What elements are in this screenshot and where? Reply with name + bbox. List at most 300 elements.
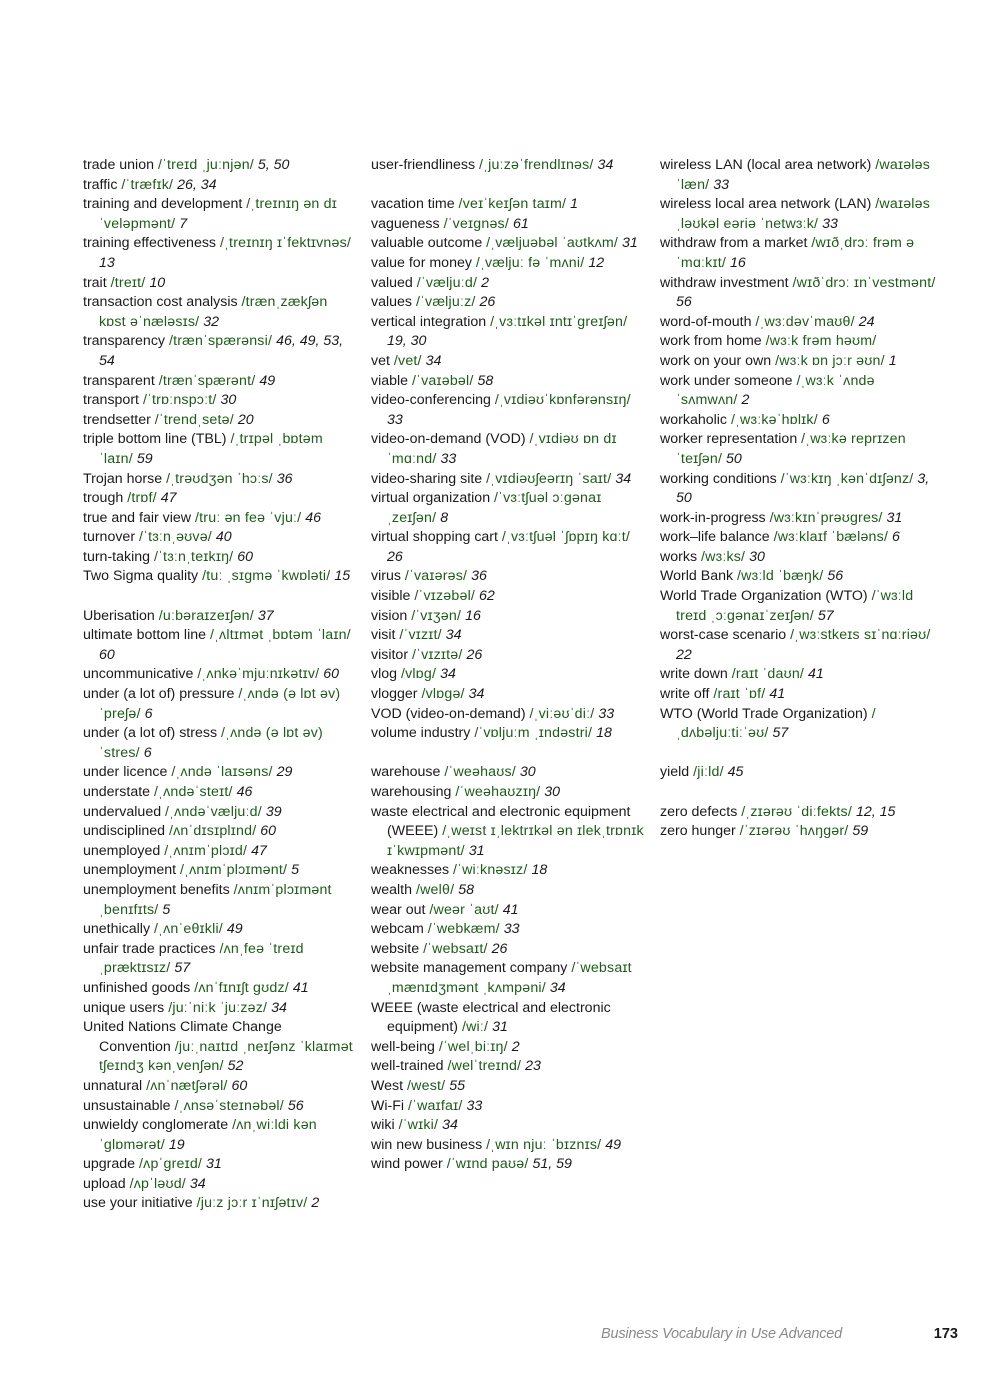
- entry-term: undisciplined: [83, 823, 166, 840]
- entry-unit-numbers: 49: [259, 372, 276, 389]
- entry-unit-numbers: 33: [387, 411, 403, 428]
- entry-pronunciation: /ˈtrɒːnspɔːt/: [142, 392, 217, 409]
- index-entry: [371, 254, 646, 274]
- entry-unit-numbers: 49: [226, 921, 243, 938]
- entry-term: true and fair view: [83, 509, 192, 526]
- entry-unit-numbers: 5: [162, 901, 171, 918]
- entry-pronunciation: /ˈvɒljuːm ˌɪndəstri/: [474, 725, 593, 742]
- entry-pronunciation: /ˌʌndə (ə lɒt əv) ˈpreʃə/: [99, 686, 341, 722]
- entry-pronunciation: /ˌtreɪnɪŋ ɪˈfektɪvnəs/: [219, 235, 352, 252]
- index-entry: [83, 685, 353, 724]
- entry-unit-numbers: 58: [477, 372, 494, 389]
- entry-term: well-being: [371, 1038, 435, 1055]
- entry-unit-numbers: 32: [203, 313, 220, 330]
- index-entry: [83, 1194, 353, 1214]
- entry-term: transparent: [83, 372, 155, 389]
- entry-unit-numbers: 34: [442, 1117, 458, 1134]
- entry-pronunciation: /ˌwɜːk ˈʌndə ˈsʌmwʌn/: [676, 372, 875, 409]
- entry-unit-numbers: 45: [727, 764, 744, 781]
- entry-term: WEEE (waste electrical and electronic equipment): [371, 999, 611, 1036]
- entry-term: upgrade: [83, 1156, 136, 1173]
- index-entry: [83, 274, 353, 294]
- entry-term: withdraw from a market: [660, 235, 808, 252]
- index-entry: [371, 803, 646, 862]
- entry-term: work under someone: [660, 372, 793, 389]
- index-entry: [83, 470, 353, 490]
- entry-unit-numbers: 5, 50: [257, 157, 290, 173]
- entry-term: working conditions: [660, 470, 777, 487]
- entry-unit-numbers: 31: [468, 842, 485, 859]
- entry-unit-numbers: 36: [276, 470, 293, 487]
- index-entry: [371, 391, 646, 430]
- entry-pronunciation: /jiːld/: [693, 764, 724, 781]
- entry-pronunciation: /ʌnˈfɪnɪʃt gʊdz/: [194, 979, 289, 996]
- entry-term: transparency: [83, 333, 166, 350]
- index-entry: [371, 293, 646, 313]
- index-column-1: [83, 156, 353, 1214]
- index-entry: [83, 607, 353, 627]
- entry-pronunciation: /uːbəraɪzeɪʃən/: [158, 607, 254, 624]
- entry-term: warehouse: [371, 764, 441, 781]
- index-entry: [371, 1077, 646, 1097]
- entry-pronunciation: /ˌwɜːdəvˈmaʊθ/: [755, 313, 855, 330]
- entry-pronunciation: /ʌnˈnætʃərəl/: [146, 1077, 228, 1094]
- entry-pronunciation: /ˌvæljuəbəl ˈaʊtkʌm/: [486, 235, 619, 252]
- entry-pronunciation: /ˈweəhaʊzɪŋ/: [455, 784, 541, 800]
- entry-term: wireless LAN (local area network): [660, 157, 872, 173]
- entry-pronunciation: /vlɒg/: [400, 666, 437, 683]
- index-entry: [660, 803, 940, 823]
- entry-unit-numbers: 30: [220, 392, 237, 409]
- entry-pronunciation: /wɜːklaɪf ˈbæləns/: [773, 529, 889, 546]
- entry-pronunciation: /ˌvɪdiəʊʃeərɪŋ ˈsaɪt/: [486, 470, 612, 487]
- entry-term: wireless local area network (LAN): [660, 196, 872, 213]
- entry-term: under licence: [83, 764, 168, 781]
- index-entry: [371, 274, 646, 294]
- entry-term: transaction cost analysis: [83, 294, 238, 311]
- entry-term: unemployment: [83, 862, 177, 879]
- entry-pronunciation: /west/: [407, 1077, 446, 1094]
- entry-pronunciation: /ˈtɜːnˌəʊvə/: [139, 529, 212, 546]
- index-entry: [83, 881, 353, 920]
- index-entry: [83, 176, 353, 196]
- index-entry: [83, 391, 353, 411]
- entry-term: work-in-progress: [660, 509, 766, 526]
- entry-unit-numbers: 1: [570, 196, 579, 213]
- entry-term: website management company: [371, 960, 568, 977]
- index-entry: [660, 411, 940, 431]
- entry-pronunciation: /ˌʌnɪmˈplɔɪmənt/: [180, 862, 288, 879]
- entry-pronunciation: /ˈtɜːnˌteɪkɪŋ/: [153, 548, 234, 565]
- entry-pronunciation: /ˌʌndə (ə lɒt əv) ˈstres/: [99, 725, 323, 761]
- entry-unit-numbers: 26, 34: [177, 176, 217, 193]
- entry-term: withdraw investment: [660, 274, 789, 291]
- entry-term: zero hunger: [660, 823, 736, 840]
- entry-unit-numbers: 57: [817, 607, 834, 624]
- entry-pronunciation: /raɪt ˈɒf/: [713, 686, 766, 703]
- index-entry: [83, 156, 353, 176]
- entry-unit-numbers: 41: [769, 686, 786, 703]
- index-entry: [371, 567, 646, 587]
- index-entry: [83, 724, 353, 763]
- entry-pronunciation: /ˈveɪgnəs/: [443, 215, 509, 232]
- index-entry: [660, 685, 940, 705]
- index-entry: [83, 1175, 353, 1195]
- entry-term: Wi-Fi: [371, 1097, 405, 1114]
- index-entry: [371, 215, 646, 235]
- index-entry: [660, 567, 940, 587]
- entry-pronunciation: /ˈvɜːtʃuəl ɔːgənaɪˌzeɪʃən/: [387, 490, 602, 526]
- index-entry: [660, 665, 940, 685]
- entry-unit-numbers: 31: [492, 1019, 508, 1036]
- index-entry: [660, 234, 940, 273]
- entry-term: Trojan horse: [83, 470, 163, 487]
- entry-pronunciation: /wɪðˌdrɔː frəm ə ˈmɑːkɪt/: [676, 235, 915, 271]
- entry-pronunciation: /ʌpˈləʊd/: [129, 1175, 186, 1192]
- entry-term: yield: [660, 764, 690, 781]
- index-entry: [660, 705, 940, 744]
- entry-term: viable: [371, 372, 409, 389]
- index-entry: [371, 920, 646, 940]
- index-entry: [83, 548, 353, 568]
- entry-unit-numbers: 26: [387, 548, 403, 565]
- entry-unit-numbers: 31: [622, 235, 638, 252]
- entry-term: wear out: [371, 901, 426, 918]
- entry-term: weaknesses: [371, 862, 450, 879]
- entry-term: unnatural: [83, 1077, 143, 1094]
- entry-pronunciation: /ˈwebsaɪt/: [423, 940, 488, 957]
- entry-pronunciation: /ˈvæljuːd/: [416, 274, 478, 291]
- index-entry: [371, 1038, 646, 1058]
- entry-unit-numbers: 41: [502, 901, 519, 918]
- entry-term: Two Sigma quality: [83, 568, 199, 585]
- entry-pronunciation: /ˌʌnˈeθɪkli/: [154, 921, 223, 938]
- index-entry: [660, 430, 940, 469]
- index-entry: [83, 940, 353, 979]
- index-entry: [371, 587, 646, 607]
- index-entry: [83, 489, 353, 509]
- index-entry: [660, 372, 940, 411]
- entry-unit-numbers: 7: [179, 215, 188, 232]
- entry-pronunciation: /trænˈspærənsi/: [168, 333, 273, 350]
- entry-term: vagueness: [371, 215, 440, 232]
- entry-pronunciation: /ˈvɪzəbəl/: [414, 588, 476, 605]
- index-entry: [83, 332, 353, 371]
- entry-unit-numbers: 33: [822, 215, 838, 232]
- index-column-3: [660, 156, 940, 842]
- entry-unit-numbers: 47: [251, 842, 267, 859]
- entry-unit-numbers: 60: [323, 666, 340, 683]
- entry-unit-numbers: 18: [531, 862, 548, 879]
- index-entry: [83, 842, 353, 862]
- entry-unit-numbers: 57: [772, 725, 789, 742]
- entry-unit-numbers: 59: [136, 450, 153, 467]
- entry-unit-numbers: 6: [144, 705, 153, 722]
- index-entry: [83, 999, 353, 1019]
- entry-term: wiki: [371, 1117, 395, 1134]
- index-entry: [660, 822, 940, 842]
- entry-unit-numbers: 46: [305, 509, 322, 526]
- entry-unit-numbers: 57: [174, 960, 191, 977]
- index-entry: [371, 313, 646, 352]
- index-entry: [371, 372, 646, 392]
- entry-pronunciation: /wɜːk ɒn jɔːr əʊn/: [775, 352, 885, 369]
- entry-pronunciation: /ˈwelˌbiːɪŋ/: [438, 1038, 508, 1055]
- entry-pronunciation: /ˌwɜːkəˈhɒlɪk/: [730, 411, 818, 428]
- index-entry: [660, 313, 940, 333]
- entry-term: write off: [660, 686, 710, 703]
- entry-unit-numbers: 31: [886, 509, 903, 526]
- index-column-2: [371, 156, 646, 1175]
- entry-unit-numbers: 12, 15: [855, 803, 896, 820]
- entry-pronunciation: /veɪˈkeɪʃən taɪm/: [458, 196, 567, 213]
- entry-term: well-trained: [371, 1058, 444, 1075]
- entry-term: waste electrical and electronic equipment (WEEE): [371, 803, 631, 840]
- entry-term: unfair trade practices: [83, 940, 216, 957]
- entry-term: trough: [83, 490, 124, 507]
- entry-pronunciation: /trænˌzækʃən kɒst əˈnæləsɪs/: [99, 294, 328, 330]
- entry-pronunciation: /ˈweəhaʊs/: [444, 764, 516, 781]
- entry-term: turn-taking: [83, 548, 151, 565]
- entry-pronunciation: /ʌnˌfeə ˈtreɪd ˌpræktɪsɪz/: [99, 940, 304, 977]
- index-entry: [371, 783, 646, 803]
- entry-unit-numbers: 41: [808, 666, 824, 683]
- entry-pronunciation: /ˌwɜːstkeɪs sɪˈnɑːriəʊ/: [790, 627, 931, 644]
- index-entry: [371, 724, 646, 744]
- entry-term: valued: [371, 274, 413, 291]
- entry-term: West: [371, 1077, 404, 1094]
- index-entry: [371, 489, 646, 528]
- entry-unit-numbers: 2: [481, 274, 489, 291]
- entry-unit-numbers: 52: [227, 1058, 244, 1075]
- entry-term: training effectiveness: [83, 235, 217, 252]
- entry-unit-numbers: 1: [888, 352, 897, 369]
- entry-term: user-friendliness: [371, 157, 476, 173]
- entry-pronunciation: /ˈtreɪd ˌjuːnjən/: [157, 157, 254, 173]
- index-entry: [371, 1057, 646, 1077]
- entry-pronunciation: /welˈtreɪnd/: [447, 1058, 522, 1075]
- entry-unit-numbers: 51, 59: [532, 1156, 572, 1173]
- index-entry: [83, 1077, 353, 1097]
- entry-term: worker representation: [660, 431, 798, 448]
- index-entry: [371, 1116, 646, 1136]
- entry-unit-numbers: 30: [544, 784, 561, 800]
- entry-pronunciation: /ˌtrəʊdʒən ˈhɔːs/: [166, 470, 273, 487]
- entry-term: virus: [371, 568, 401, 585]
- entry-term: trade union: [83, 157, 154, 173]
- index-entry: [83, 528, 353, 548]
- index-entry: [83, 665, 353, 685]
- book-title: Business Vocabulary in Use Advanced: [601, 1326, 842, 1342]
- page-number: 173: [933, 1326, 958, 1342]
- entry-pronunciation: /ˌʌnɪmˈplɔɪd/: [164, 842, 248, 859]
- entry-pronunciation: /vet/: [393, 352, 422, 369]
- entry-term: visible: [371, 588, 411, 605]
- entry-unit-numbers: 33: [466, 1097, 483, 1114]
- entry-pronunciation: /ʌpˈgreɪd/: [139, 1156, 203, 1173]
- index-entry: [660, 626, 940, 665]
- entry-pronunciation: /ˌweɪst ɪˌlektrɪkəl ən ɪlekˌtrɒnɪk ɪˈkwɪpmənt/: [387, 823, 644, 859]
- entry-unit-numbers: 60: [237, 548, 254, 565]
- entry-term: ultimate bottom line: [83, 627, 207, 644]
- index-entry: [371, 861, 646, 881]
- entry-unit-numbers: 46, 49, 53, 54: [99, 333, 344, 369]
- entry-unit-numbers: 60: [231, 1077, 248, 1094]
- entry-unit-numbers: 33: [713, 176, 730, 193]
- index-entry: [660, 156, 940, 195]
- index-entry: [371, 959, 646, 998]
- entry-term: vlog: [371, 666, 398, 683]
- entry-unit-numbers: 6: [892, 529, 900, 546]
- entry-term: unemployed: [83, 842, 161, 859]
- entry-term: wealth: [371, 881, 413, 898]
- entry-unit-numbers: 34: [615, 470, 632, 487]
- entry-unit-numbers: 41: [292, 979, 309, 996]
- entry-pronunciation: /ˌwɪn njuː ˈbɪznɪs/: [486, 1136, 602, 1153]
- entry-unit-numbers: 30: [519, 764, 536, 781]
- entry-term: triple bottom line (TBL): [83, 431, 227, 448]
- entry-pronunciation: /ˌtrɪpəl ˌbɒtəm ˈlaɪn/: [99, 431, 323, 467]
- entry-unit-numbers: 10: [149, 274, 166, 291]
- entry-unit-numbers: 34: [549, 979, 566, 996]
- entry-term: World Bank: [660, 568, 734, 585]
- entry-term: wind power: [371, 1156, 443, 1173]
- entry-pronunciation: /ˈwebsaɪt ˌmænɪdʒmənt ˌkʌmpəni/: [387, 960, 632, 996]
- entry-term: website: [371, 940, 420, 957]
- entry-unit-numbers: 26: [491, 940, 508, 957]
- entry-term: value for money: [371, 254, 472, 271]
- entry-pronunciation: /ˌvɜːtʃuəl ˈʃɒpɪŋ kɑːt/: [501, 529, 631, 546]
- entry-term: transport: [83, 392, 139, 409]
- entry-unit-numbers: 34: [189, 1175, 206, 1192]
- entry-pronunciation: /trɒf/: [127, 490, 157, 507]
- entry-pronunciation: /ʌnɪmˈplɔɪmənt ˌbenɪfɪts/: [99, 881, 332, 918]
- index-entry: [660, 548, 940, 568]
- entry-unit-numbers: 62: [479, 588, 495, 605]
- entry-term: works: [660, 548, 698, 565]
- entry-pronunciation: /ˌʌndəˈvæljuːd/: [165, 803, 262, 820]
- entry-unit-numbers: 16: [729, 254, 746, 271]
- entry-term: understate: [83, 784, 151, 800]
- entry-unit-numbers: 55: [449, 1077, 466, 1094]
- entry-unit-numbers: 13: [99, 254, 115, 271]
- entry-term: WTO (World Trade Organization): [660, 705, 868, 722]
- index-entry: [660, 763, 940, 783]
- entry-unit-numbers: 2: [741, 392, 750, 409]
- entry-pronunciation: /ˈtrendˌsetə/: [154, 411, 234, 428]
- entry-unit-numbers: 46: [236, 784, 253, 800]
- page-footer: [0, 1326, 996, 1348]
- entry-pronunciation: /ˌvɜːtɪkəl ɪntɪˈgreɪʃən/: [490, 313, 628, 330]
- index-entry: [83, 822, 353, 842]
- index-entry: [371, 646, 646, 666]
- entry-term: video-on-demand (VOD): [371, 431, 526, 448]
- index-entry: [660, 528, 940, 548]
- entry-pronunciation: /ˈvaɪəbəl/: [412, 372, 474, 389]
- entry-pronunciation: /ʌnˈdɪsɪplɪnd/: [168, 823, 257, 840]
- entry-pronunciation: /ˌdʌbəljuːtiːˈəʊ/: [676, 705, 876, 742]
- index-entry: [660, 195, 940, 234]
- entry-term: trendsetter: [83, 411, 151, 428]
- entry-term: values: [371, 294, 413, 311]
- entry-pronunciation: /ˌtreɪnɪŋ ən dɪˈveləpmənt/: [99, 196, 337, 232]
- entry-pronunciation: /wɜːk frəm həʊm/: [765, 333, 877, 350]
- entry-unit-numbers: 56: [827, 568, 844, 585]
- entry-term: turnover: [83, 529, 136, 546]
- entry-unit-numbers: 2: [311, 1195, 320, 1212]
- entry-term: unemployment benefits: [83, 881, 230, 898]
- entry-term: Uberisation: [83, 607, 155, 624]
- entry-term: workaholic: [660, 411, 728, 428]
- entry-unit-numbers: 12: [588, 254, 605, 271]
- index-entry: [371, 607, 646, 627]
- entry-unit-numbers: 40: [215, 529, 232, 546]
- entry-pronunciation: /ˈzɪərəʊ ˈhʌŋgər/: [739, 823, 849, 840]
- index-entry: [660, 587, 940, 626]
- index-entry: [660, 352, 940, 372]
- index-entry: [83, 430, 353, 469]
- entry-pronunciation: /ˌzɪərəʊ ˈdiːfekts/: [741, 803, 852, 820]
- entry-term: zero defects: [660, 803, 738, 820]
- entry-term: video-sharing site: [371, 470, 483, 487]
- entry-unit-numbers: 34: [440, 666, 456, 683]
- index-entry: [83, 1116, 353, 1155]
- entry-unit-numbers: 56: [287, 1097, 304, 1114]
- index-entry: [83, 1155, 353, 1175]
- entry-term: vlogger: [371, 686, 418, 703]
- index-entry: [660, 332, 940, 352]
- entry-term: webcam: [371, 921, 424, 938]
- entry-pronunciation: /ˈwɪki/: [398, 1117, 439, 1134]
- entry-pronunciation: /vlɒgə/: [421, 686, 465, 703]
- entry-term: visit: [371, 627, 396, 644]
- index-entry: [83, 763, 353, 783]
- entry-unit-numbers: 19: [168, 1136, 185, 1153]
- index-entry: [371, 705, 646, 725]
- entry-unit-numbers: 47: [160, 490, 177, 507]
- entry-unit-numbers: 8: [440, 509, 449, 526]
- index-entry: [83, 979, 353, 999]
- entry-unit-numbers: 6: [143, 744, 152, 761]
- index-entry: [371, 156, 646, 176]
- entry-term: write down: [660, 666, 728, 683]
- entry-pronunciation: /ʌnˌwiːldi kənˈglɒmərət/: [99, 1117, 317, 1153]
- entry-term: video-conferencing: [371, 392, 491, 409]
- entry-pronunciation: /juːˈniːk ˈjuːzəz/: [168, 999, 268, 1016]
- entry-pronunciation: /wɜːkɪnˈprəʊgres/: [769, 509, 883, 526]
- entry-pronunciation: /ˈtræfɪk/: [121, 176, 174, 193]
- entry-term: vertical integration: [371, 313, 487, 330]
- entry-pronunciation: /wiː/: [461, 1019, 489, 1036]
- entry-unit-numbers: 26: [466, 646, 483, 663]
- entry-term: VOD (video-on-demand): [371, 705, 526, 722]
- index-entry: [83, 1097, 353, 1117]
- entry-unit-numbers: 34: [271, 999, 287, 1016]
- index-entry: [83, 372, 353, 392]
- entry-term: virtual organization: [371, 490, 491, 507]
- entry-term: use your initiative: [83, 1195, 193, 1212]
- entry-pronunciation: /ˌʌltɪmət ˌbɒtəm ˈlaɪn/: [209, 627, 351, 644]
- entry-unit-numbers: 34: [425, 352, 442, 369]
- entry-term: uncommunicative: [83, 666, 194, 683]
- index-entry: [83, 1018, 353, 1077]
- entry-unit-numbers: 23: [525, 1058, 541, 1075]
- index-entry: [371, 626, 646, 646]
- index-entry: [371, 1136, 646, 1156]
- index-entry: [660, 470, 940, 509]
- index-entry: [371, 665, 646, 685]
- entry-term: visitor: [371, 646, 409, 663]
